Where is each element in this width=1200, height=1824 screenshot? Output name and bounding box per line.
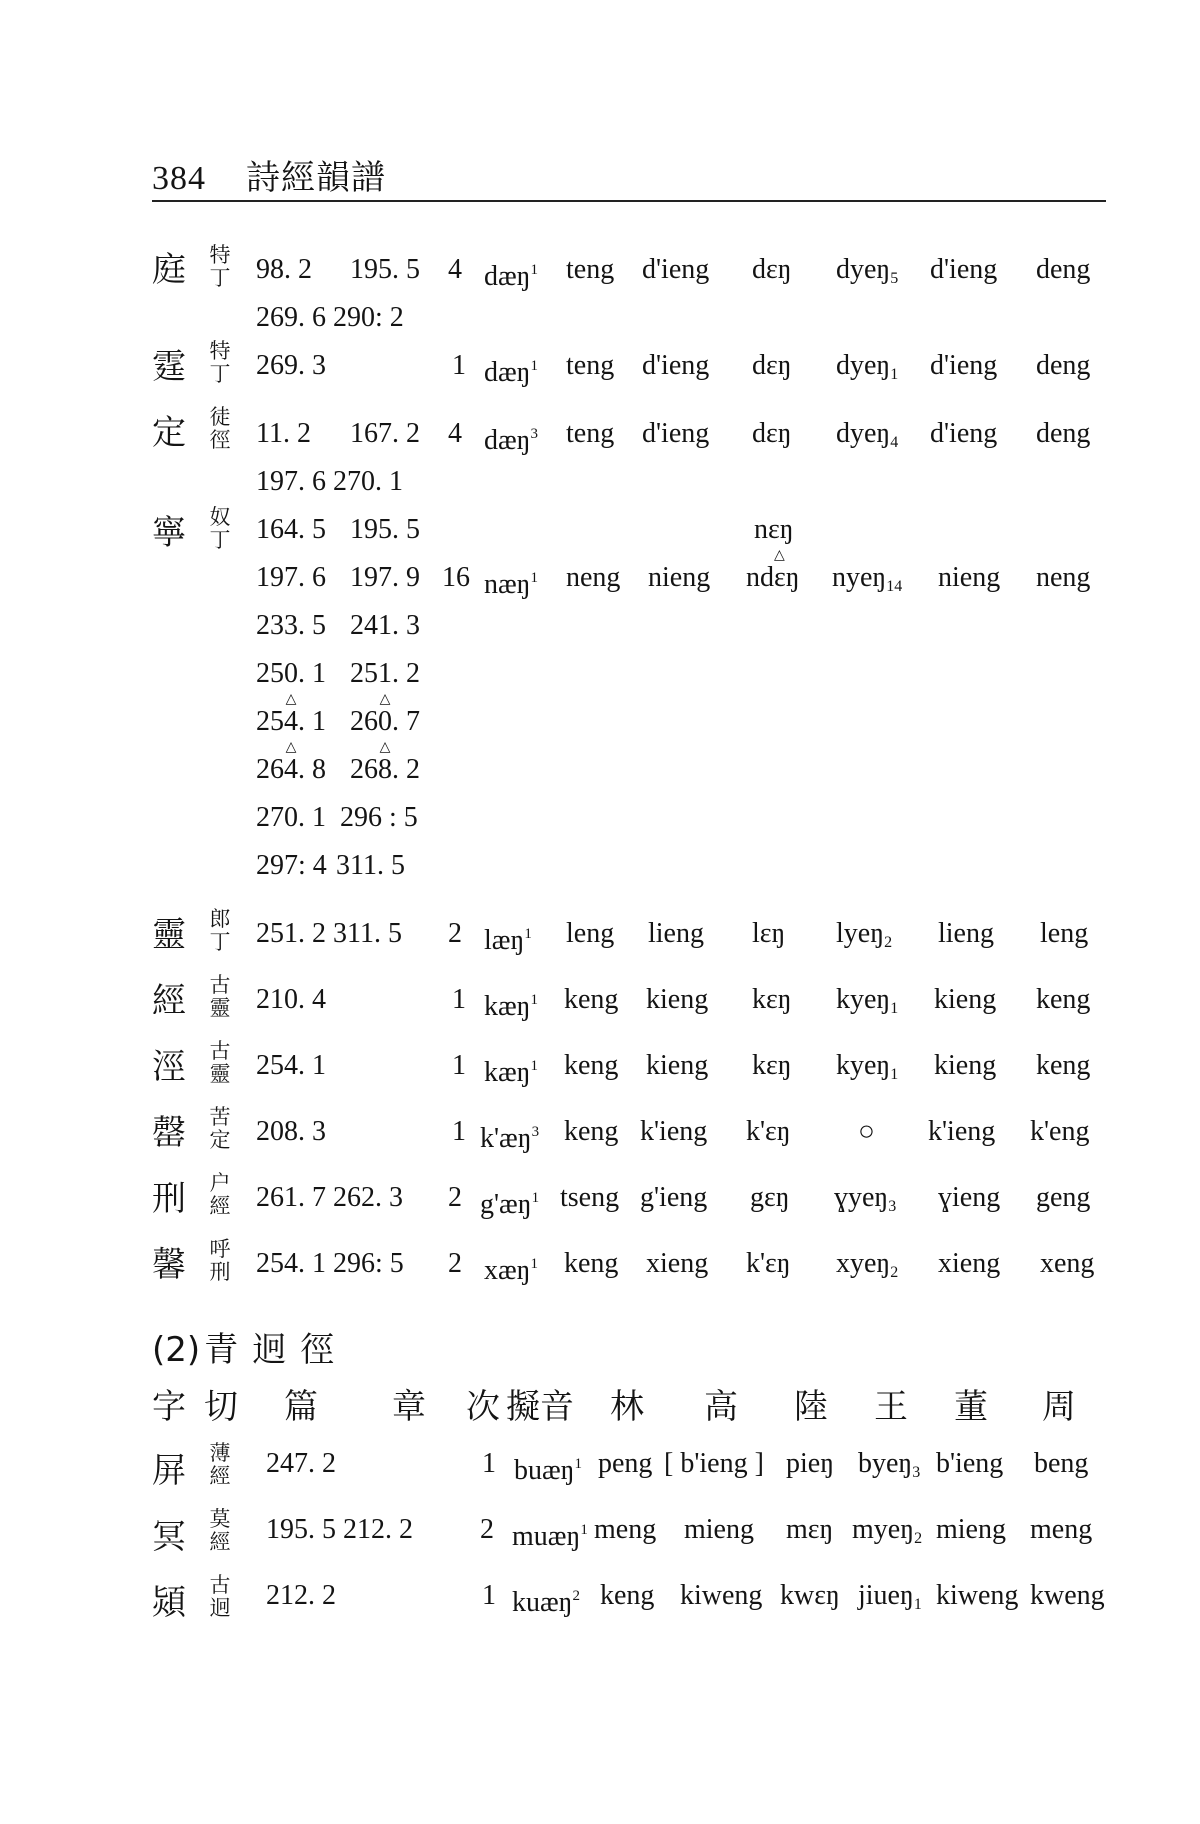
- dong-reading: ɣyeŋ$_3$: [834, 1182, 897, 1215]
- ref: △ 254. 1: [256, 706, 326, 738]
- rhyme-char: 罄: [152, 1113, 186, 1153]
- count: 1: [452, 1116, 466, 1147]
- dong-reading: xyeŋ$_2$: [836, 1248, 899, 1281]
- zhou-reading-1: kiweng: [936, 1580, 1019, 1611]
- ref: 269. 6 290: 2: [256, 302, 404, 333]
- zhou-reading-2: xeng: [1040, 1248, 1095, 1279]
- dong-reading: nyeŋ$_{14}$: [832, 562, 903, 595]
- lin-reading: peng: [598, 1448, 653, 1479]
- fanqie-upper: 古: [209, 1573, 231, 1597]
- ref: △ 268. 2: [350, 754, 420, 786]
- gao-reconstruction: kæŋ$^1$: [484, 991, 539, 1022]
- fanqie-lower: 丁: [209, 930, 231, 954]
- zhou-reading-1: lieng: [938, 918, 994, 949]
- ref: 233. 5: [256, 610, 326, 641]
- ref: 297: 4: [256, 850, 327, 881]
- ref: 212. 2: [266, 1580, 336, 1611]
- zhou-reading-1: b'ieng: [936, 1448, 1004, 1479]
- count: 1: [482, 1580, 496, 1611]
- lu-reading: kiweng: [680, 1580, 763, 1611]
- fanqie-lower: 定: [209, 1128, 231, 1152]
- ref: 195. 5: [350, 254, 420, 285]
- ref: 250. 1: [256, 658, 326, 689]
- rhyme-char: 屏: [152, 1451, 186, 1491]
- book-title: 詩經韻譜: [246, 160, 386, 197]
- zhou-reading-1: ɣieng: [938, 1182, 1001, 1213]
- col-header: 王: [874, 1387, 908, 1427]
- gao-reconstruction: dæŋ$^1$: [484, 261, 539, 292]
- fanqie: [206, 974, 234, 1020]
- lu-reading: [ b'ieng ]: [664, 1448, 764, 1479]
- lin-reading: keng: [600, 1580, 655, 1611]
- lu-reading: kieng: [646, 984, 709, 1015]
- wang-reading: kwɛŋ: [780, 1580, 840, 1611]
- dong-reading: kyeŋ$_1$: [836, 1050, 899, 1083]
- ref: 197. 9: [350, 562, 420, 593]
- gao-reconstruction: læŋ$^1$: [484, 925, 532, 956]
- fanqie-upper: 苦: [209, 1105, 231, 1129]
- dong-reading: jiueŋ$_1$: [858, 1580, 922, 1613]
- ref: △ 260. 7: [350, 706, 420, 738]
- wang-reading: gɛŋ: [750, 1182, 790, 1213]
- fanqie-upper: 古: [209, 973, 231, 997]
- zhou-reading-2: k'eng: [1030, 1116, 1090, 1147]
- count: 1: [452, 350, 466, 381]
- dong-reading: ○: [858, 1116, 875, 1147]
- zhou-reading-1: kieng: [934, 1050, 997, 1081]
- wang-reading: kɛŋ: [752, 984, 792, 1015]
- col-header: 字: [152, 1387, 186, 1427]
- zhou-reading-1: nieng: [938, 562, 1001, 593]
- lin-reading: leng: [566, 918, 615, 949]
- count: 2: [448, 1248, 462, 1279]
- zhou-reading-2: meng: [1030, 1514, 1093, 1545]
- fanqie-lower: 丁: [209, 362, 231, 386]
- count: 1: [452, 984, 466, 1015]
- col-header: 章: [392, 1387, 426, 1427]
- fanqie: [206, 1040, 234, 1086]
- lu-reading: d'ieng: [642, 418, 710, 449]
- fanqie-lower: 徑: [209, 428, 231, 452]
- col-header: 篇: [284, 1387, 318, 1427]
- lu-reading: xieng: [646, 1248, 709, 1279]
- lin-reading: meng: [594, 1514, 657, 1545]
- rhyme-char: 刑: [152, 1179, 186, 1219]
- zhou-reading-2: deng: [1036, 254, 1091, 285]
- gao-reconstruction: dæŋ$^3$: [484, 425, 539, 456]
- zhou-reading-2: deng: [1036, 418, 1091, 449]
- lu-reading: mieng: [684, 1514, 754, 1545]
- ref: 11. 2: [256, 418, 311, 449]
- ref: 195. 5 212. 2: [266, 1514, 413, 1545]
- section-word: 徑: [300, 1330, 335, 1370]
- rhyme-char: 霆: [152, 347, 186, 387]
- lin-reading: keng: [564, 984, 619, 1015]
- lin-reading: keng: [564, 1248, 619, 1279]
- ref: 167. 2: [350, 418, 420, 449]
- section-word: 青: [204, 1330, 239, 1370]
- rhyme-char: 庭: [152, 250, 186, 290]
- zhou-reading-2: deng: [1036, 350, 1091, 381]
- zhou-reading-1: xieng: [938, 1248, 1001, 1279]
- fanqie-lower: 靈: [209, 1062, 231, 1086]
- zhou-reading-1: d'ieng: [930, 350, 998, 381]
- lin-reading: tseng: [560, 1182, 620, 1213]
- ref: 261. 7 262. 3: [256, 1182, 403, 1213]
- wang-reading: ndɛŋ: [746, 562, 800, 593]
- dong-reading: myeŋ$_2$: [852, 1514, 923, 1547]
- gao-reconstruction: kæŋ$^1$: [484, 1057, 539, 1088]
- fanqie-lower: 刑: [209, 1260, 231, 1284]
- fanqie: [206, 244, 234, 290]
- count: 2: [480, 1514, 494, 1545]
- lu-reading: nieng: [648, 562, 711, 593]
- fanqie: [206, 1574, 234, 1620]
- dong-reading: lyeŋ$_2$: [836, 918, 893, 951]
- rhyme-char: 涇: [152, 1047, 186, 1087]
- ref: 296 : 5: [340, 802, 418, 833]
- rhyme-char: 熲: [152, 1583, 186, 1623]
- fanqie-upper: 特: [209, 243, 231, 267]
- fanqie-upper: 徒: [209, 405, 231, 429]
- count: 2: [448, 1182, 462, 1213]
- count: 1: [482, 1448, 496, 1479]
- page-number: 384: [152, 160, 206, 197]
- wang-reading: lɛŋ: [752, 918, 786, 949]
- count: 4: [448, 418, 462, 449]
- ref: 270. 1: [256, 802, 326, 833]
- section-number: (2): [152, 1330, 201, 1370]
- lu-reading: g'ieng: [640, 1182, 708, 1213]
- rhyme-char: 靈: [152, 915, 186, 955]
- dong-reading: kyeŋ$_1$: [836, 984, 899, 1017]
- fanqie: [206, 1106, 234, 1152]
- zhou-reading-1: d'ieng: [930, 254, 998, 285]
- zhou-reading-2: keng: [1036, 1050, 1091, 1081]
- gao-reconstruction: næŋ$^1$: [484, 569, 539, 600]
- fanqie-lower: 迥: [209, 1596, 231, 1620]
- col-header: 周: [1042, 1387, 1076, 1427]
- ref: 210. 4: [256, 984, 326, 1015]
- zhou-reading-2: leng: [1040, 918, 1089, 949]
- lu-reading: d'ieng: [642, 254, 710, 285]
- gao-reconstruction: $g'æŋ^1$: [480, 1189, 540, 1220]
- gao-reconstruction: dæŋ$^1$: [484, 357, 539, 388]
- ref: 251. 2 311. 5: [256, 918, 402, 949]
- ref: 254. 1 296: 5: [256, 1248, 404, 1279]
- wang-reading: mɛŋ: [786, 1514, 834, 1545]
- dong-reading: byeŋ$_3$: [858, 1448, 921, 1481]
- fanqie-upper: 薄: [209, 1441, 231, 1465]
- zhou-reading-2: keng: [1036, 984, 1091, 1015]
- fanqie-lower: 經: [209, 1530, 231, 1554]
- ref: 195. 5: [350, 514, 420, 545]
- fanqie: [206, 908, 234, 954]
- lin-reading: keng: [564, 1050, 619, 1081]
- fanqie: [206, 1508, 234, 1554]
- wang-reading: dɛŋ: [752, 418, 792, 449]
- lin-reading: keng: [564, 1116, 619, 1147]
- wang-reading: dɛŋ: [752, 350, 792, 381]
- zhou-reading-1: kieng: [934, 984, 997, 1015]
- count: 16: [442, 562, 470, 593]
- count: 4: [448, 254, 462, 285]
- col-header: 擬音: [506, 1387, 574, 1427]
- triangle-mark: △: [774, 548, 785, 563]
- lu-reading: kieng: [646, 1050, 709, 1081]
- fanqie-upper: 户: [209, 1171, 231, 1195]
- ref: 197. 6: [256, 562, 326, 593]
- col-header: 切: [204, 1387, 238, 1427]
- zhou-reading-2: beng: [1034, 1448, 1089, 1479]
- lin-reading: teng: [566, 350, 615, 381]
- fanqie-lower: 丁: [209, 528, 231, 552]
- zhou-reading-1: k'ieng: [928, 1116, 996, 1147]
- fanqie-lower: 靈: [209, 996, 231, 1020]
- wang-reading: k'ɛŋ: [746, 1248, 791, 1279]
- fanqie-upper: 奴: [209, 505, 231, 529]
- fanqie: [206, 340, 234, 386]
- count: 2: [448, 918, 462, 949]
- fanqie-lower: 丁: [209, 266, 231, 290]
- wang-reading: pieŋ: [786, 1448, 835, 1479]
- gao-reconstruction: buæŋ$^1$: [514, 1455, 583, 1486]
- ref: 98. 2: [256, 254, 312, 285]
- running-header: [152, 150, 386, 199]
- col-header: 董: [954, 1387, 988, 1427]
- rhyme-char: 定: [152, 413, 186, 453]
- col-header: 次: [466, 1387, 500, 1427]
- lin-reading: neng: [566, 562, 621, 593]
- rhyme-char: 經: [152, 981, 186, 1021]
- zhou-reading-1: mieng: [936, 1514, 1006, 1545]
- rhyme-char: 冥: [152, 1517, 186, 1557]
- ref: 254. 1: [256, 1050, 326, 1081]
- header-rule: [152, 200, 1106, 202]
- count: 1: [452, 1050, 466, 1081]
- wang-reading: k'ɛŋ: [746, 1116, 791, 1147]
- zhou-reading-1: d'ieng: [930, 418, 998, 449]
- gao-reconstruction: muæŋ$^1$: [512, 1521, 588, 1552]
- ref: 251. 2: [350, 658, 420, 689]
- col-header: 陸: [794, 1387, 828, 1427]
- gao-reconstruction: kuæŋ$^2$: [512, 1587, 581, 1618]
- rhyme-char: 寧: [152, 513, 186, 553]
- fanqie-upper: 莫: [209, 1507, 231, 1531]
- fanqie: [206, 506, 234, 552]
- lu-reading: d'ieng: [642, 350, 710, 381]
- lin-reading: teng: [566, 254, 615, 285]
- wang-reading: kɛŋ: [752, 1050, 792, 1081]
- fanqie-upper: 郎: [209, 907, 231, 931]
- ref: 197. 6 270. 1: [256, 466, 403, 497]
- wang-reading-alt: nɛŋ: [754, 514, 794, 545]
- dong-reading: dyeŋ$_5$: [836, 254, 899, 287]
- ref: △ 264. 8: [256, 754, 326, 786]
- col-header: 高: [704, 1387, 738, 1427]
- ref: 241. 3: [350, 610, 420, 641]
- ref: 311. 5: [336, 850, 405, 881]
- col-header: 林: [610, 1387, 644, 1427]
- wang-reading: dɛŋ: [752, 254, 792, 285]
- lu-reading: lieng: [648, 918, 704, 949]
- zhou-reading-2: geng: [1036, 1182, 1091, 1213]
- fanqie-upper: 呼: [209, 1237, 231, 1261]
- ref: 164. 5: [256, 514, 326, 545]
- dong-reading: dyeŋ$_4$: [836, 418, 899, 451]
- fanqie-lower: 經: [209, 1464, 231, 1488]
- fanqie: [206, 1238, 234, 1284]
- gao-reconstruction: $k'æŋ^3$: [480, 1123, 540, 1154]
- rhyme-char: 馨: [152, 1245, 186, 1285]
- ref: 269. 3: [256, 350, 326, 381]
- fanqie-upper: 特: [209, 339, 231, 363]
- fanqie: [206, 406, 234, 452]
- zhou-reading-2: kweng: [1030, 1580, 1105, 1611]
- fanqie: [206, 1442, 234, 1488]
- fanqie: [206, 1172, 234, 1218]
- lu-reading: k'ieng: [640, 1116, 708, 1147]
- section-heading: [152, 1322, 348, 1371]
- dong-reading: dyeŋ$_1$: [836, 350, 899, 383]
- ref: 208. 3: [256, 1116, 326, 1147]
- zhou-reading-2: neng: [1036, 562, 1091, 593]
- gao-reconstruction: xæŋ$^1$: [484, 1255, 539, 1286]
- ref: 247. 2: [266, 1448, 336, 1479]
- fanqie-upper: 古: [209, 1039, 231, 1063]
- section-word: 迥: [252, 1330, 287, 1370]
- lin-reading: teng: [566, 418, 615, 449]
- fanqie-lower: 經: [209, 1194, 231, 1218]
